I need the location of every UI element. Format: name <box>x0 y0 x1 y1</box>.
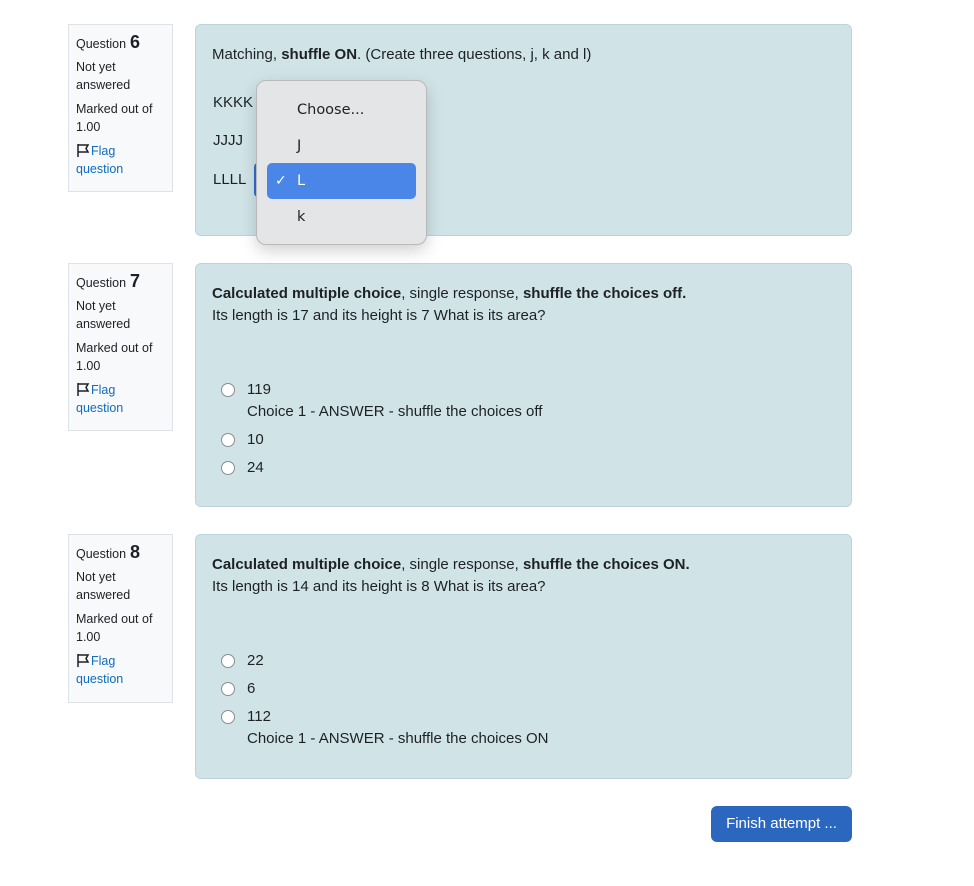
question-text: Calculated multiple choice, single response, shuffle the choices off. <box>212 285 687 302</box>
question-info-8 <box>68 534 173 703</box>
question-text: Calculated multiple choice, single response, shuffle the choices ON. <box>212 556 690 573</box>
question-text: Matching, shuffle ON. (Create three questions, j, k and l) <box>212 46 592 63</box>
question-subtext: Its length is 14 and its height is 8 What is its area? <box>212 578 546 595</box>
finish-attempt-button[interactable]: Finish attempt ... <box>711 806 852 842</box>
answer-option[interactable]: 112 Choice 1 - ANSWER - shuffle the choices ON <box>212 706 835 750</box>
dropdown-option-k[interactable]: k <box>297 209 306 225</box>
answer-option[interactable]: 22 <box>212 650 835 672</box>
flag-icon <box>76 382 90 397</box>
answer-option[interactable]: 6 <box>212 678 835 700</box>
answer-option[interactable]: 24 <box>212 457 835 479</box>
question-content-8 <box>195 534 852 779</box>
match-row-llll: LLLL <box>213 171 247 188</box>
flag-icon <box>76 653 90 668</box>
question-info-6 <box>68 24 173 192</box>
question-info-7 <box>68 263 173 431</box>
dropdown-option-choose[interactable]: Choose... <box>297 102 365 118</box>
checkmark-icon: ✓ <box>275 173 287 189</box>
question-grade: Marked out of 1.00 <box>76 102 153 134</box>
question-state: Not yet answered <box>76 299 131 331</box>
question-grade: Marked out of 1.00 <box>76 612 153 644</box>
question-label: Question <box>76 37 127 51</box>
radio-button[interactable] <box>221 654 235 668</box>
question-state: Not yet answered <box>76 570 131 602</box>
radio-button[interactable] <box>221 710 235 724</box>
question-grade: Marked out of 1.00 <box>76 341 153 373</box>
answer-option[interactable]: 119 Choice 1 - ANSWER - shuffle the choices off <box>212 379 835 423</box>
radio-button[interactable] <box>221 383 235 397</box>
flag-icon <box>76 143 90 158</box>
question-subtext: Its length is 17 and its height is 7 What is its area? <box>212 307 546 324</box>
question-number: Question 7 <box>76 271 141 291</box>
question-state: Not yet answered <box>76 60 131 92</box>
select-dropdown-menu[interactable] <box>256 80 427 245</box>
answer-options <box>212 650 835 750</box>
question-number <box>76 33 165 53</box>
match-row-jjjj: JJJJ <box>213 132 243 149</box>
radio-button[interactable] <box>221 682 235 696</box>
radio-button[interactable] <box>221 433 235 447</box>
answer-option[interactable]: 10 <box>212 429 835 451</box>
question-content-7 <box>195 263 852 507</box>
dropdown-option-l[interactable]: ✓ L <box>267 163 416 199</box>
question-number: Question 8 <box>76 542 141 562</box>
answer-options <box>212 379 835 479</box>
flag-question-link[interactable]: Flag question <box>76 654 124 686</box>
match-row-kkkk: KKKK <box>213 94 254 111</box>
dropdown-option-j[interactable]: J <box>297 138 302 154</box>
radio-button[interactable] <box>221 461 235 475</box>
flag-question-link[interactable]: Flag question <box>76 144 124 176</box>
flag-question-link[interactable]: Flag question <box>76 383 124 415</box>
question-num: 6 <box>130 32 141 52</box>
